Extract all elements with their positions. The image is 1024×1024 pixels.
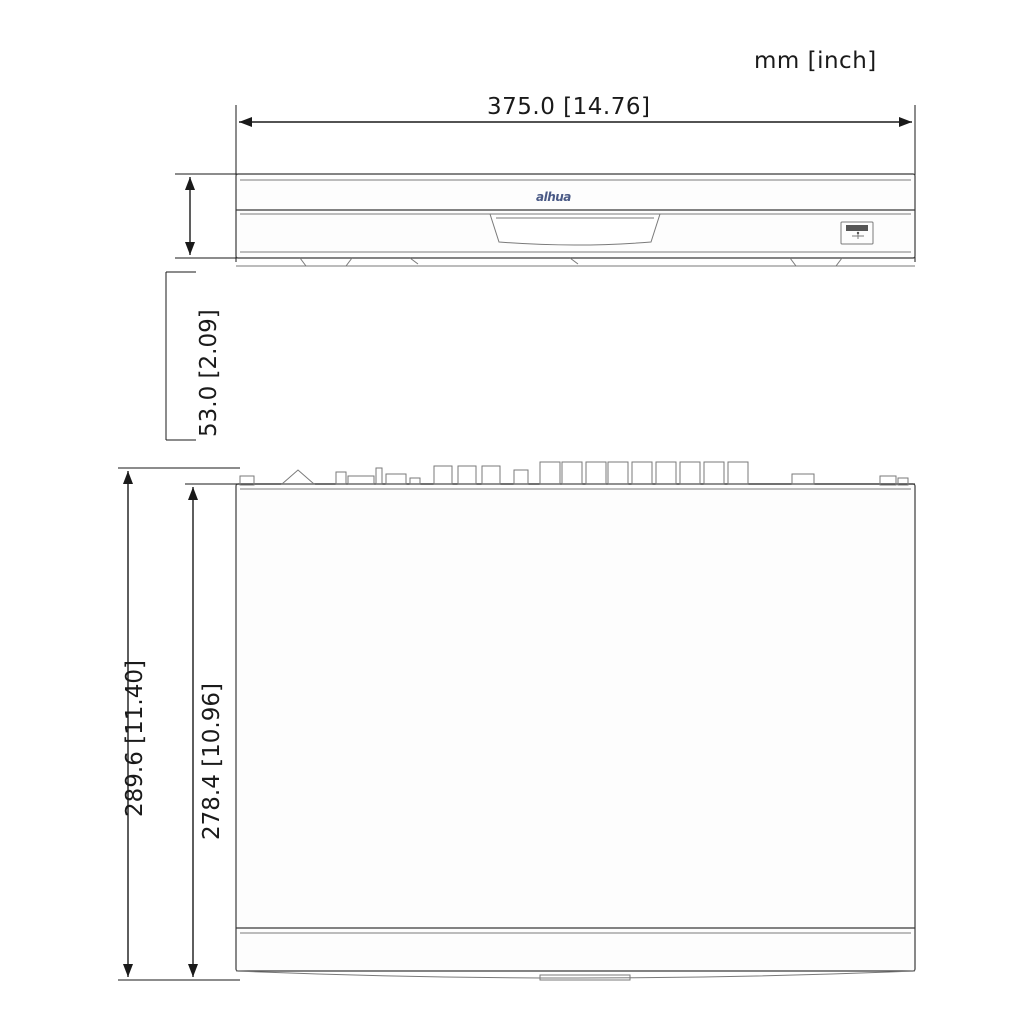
top-view [236, 462, 915, 980]
dimension-width-label: 375.0 [14.76] [487, 94, 651, 120]
unit-label: mm [inch] [754, 48, 877, 74]
dimension-depth-inner-label: 278.4 [10.96] [199, 683, 225, 840]
front-view [236, 174, 915, 266]
dimension-depth-inner [185, 484, 240, 980]
dimension-depth-outer-label: 289.6 [11.40] [122, 660, 148, 817]
brand-wordmark: alhua [536, 190, 571, 204]
dimension-depth-outer [118, 468, 240, 980]
rear-connectors [240, 462, 908, 485]
dimension-height-label: 53.0 [2.09] [196, 309, 222, 437]
